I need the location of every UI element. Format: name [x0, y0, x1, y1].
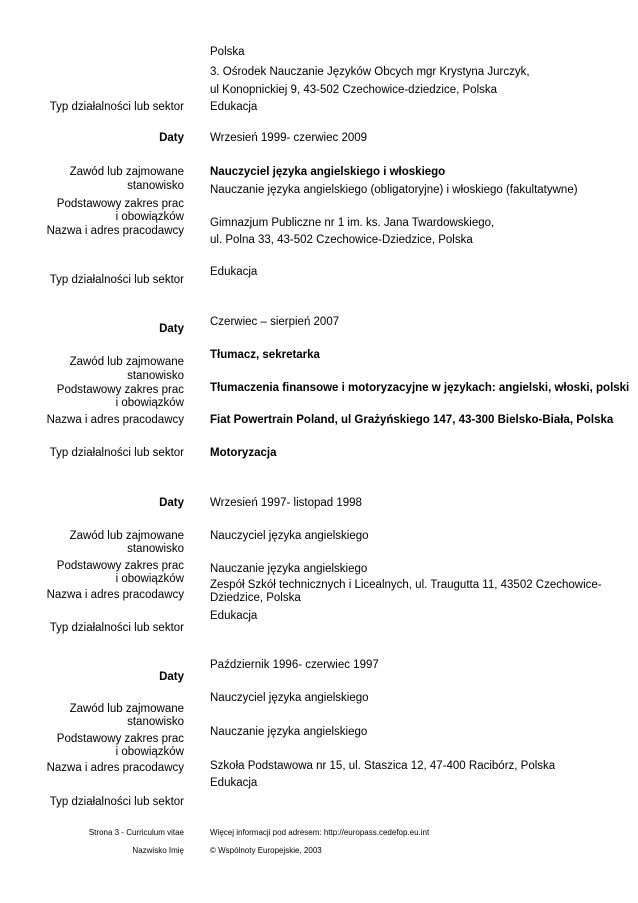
- occupation-label-cont: stanowisko: [127, 716, 184, 728]
- employer-value: Zespół Szkół technicznych i Licealnych, ul. Traugutta 11, 43502 Czechowice-: [210, 579, 602, 591]
- duties-value: Tłumaczenia finansowe i motoryzacyjne w językach: angielski, włoski, polski: [210, 382, 630, 394]
- dates-label: Daty: [159, 671, 184, 683]
- sector-value: Edukacja: [210, 610, 258, 622]
- dates-label: Daty: [159, 497, 184, 509]
- sector-value: Edukacja: [210, 777, 258, 789]
- sector-value: Edukacja: [210, 101, 258, 113]
- employer-value: Fiat Powertrain Poland, ul Grażyńskiego 147, 43-300 Bielsko-Biała, Polska: [210, 414, 614, 426]
- occupation-value: Nauczyciel języka angielskiego: [210, 530, 369, 542]
- sector-label: Typ działalności lub sektor: [49, 622, 184, 634]
- duties-label: Podstawowy zakres prac: [56, 733, 184, 745]
- duties-label-cont: i obowiązków: [115, 746, 184, 758]
- duties-label: Podstawowy zakres prac: [56, 560, 184, 572]
- dates-value: Wrzesień 1999- czerwiec 2009: [210, 132, 368, 144]
- duties-value: Nauczanie języka angielskiego: [210, 726, 368, 738]
- sector-label: Typ działalności lub sektor: [49, 447, 184, 459]
- dates-value: Wrzesień 1997- listopad 1998: [210, 497, 362, 509]
- duties-value: Nauczanie języka angielskiego (obligatoryjne) i włoskiego (fakultatywne): [210, 184, 578, 196]
- occupation-label: Zawód lub zajmowane: [69, 166, 184, 178]
- employer-value: Szkoła Podstawowa nr 15, ul. Staszica 12, 47-400 Racibórz, Polska: [210, 760, 556, 772]
- employer-label: Nazwa i adres pracodawcy: [46, 414, 184, 426]
- employer-value-cont: Dziedzice, Polska: [210, 592, 301, 604]
- sector-value: Edukacja: [210, 266, 258, 278]
- dates-value: Czerwiec – sierpień 2007: [210, 316, 340, 328]
- occupation-value: Tłumacz, sekretarka: [210, 349, 320, 361]
- occupation-label-cont: stanowisko: [127, 180, 184, 192]
- sector-label: Typ działalności lub sektor: [49, 101, 184, 113]
- occupation-value: Nauczyciel języka angielskiego: [210, 692, 369, 704]
- sector-value: Motoryzacja: [210, 447, 277, 459]
- occupation-label: Zawód lub zajmowane: [69, 356, 184, 368]
- employer-label: Nazwa i adres pracodawcy: [46, 589, 184, 601]
- occupation-label-cont: stanowisko: [127, 543, 184, 555]
- sector-label: Typ działalności lub sektor: [49, 274, 184, 286]
- employer-name-text: 3. Ośrodek Nauczanie Języków Obcych mgr Krystyna Jurczyk,: [210, 66, 530, 78]
- footer-page-number: Strona 3 - Curriculum vitae: [88, 828, 184, 837]
- footer-name: Nazwisko Imię: [132, 846, 184, 855]
- employer-label: Nazwa i adres pracodawcy: [46, 762, 184, 774]
- dates-value: Październik 1996- czerwiec 1997: [210, 659, 379, 671]
- duties-label: Podstawowy zakres prac: [56, 384, 184, 396]
- footer-copyright: © Wspólnoty Europejskie, 2003: [210, 846, 322, 855]
- occupation-label: Zawód lub zajmowane: [69, 703, 184, 715]
- duties-label-cont: i obowiązków: [115, 573, 184, 585]
- dates-label: Daty: [159, 323, 184, 335]
- dates-label: Daty: [159, 132, 184, 144]
- sector-label: Typ działalności lub sektor: [49, 796, 184, 808]
- footer-info-link: Więcej informacji pod adresem: http://europass.cedefop.eu.int: [210, 828, 430, 837]
- duties-label: Podstawowy zakres prac: [56, 198, 184, 210]
- duties-label-cont: i obowiązków: [115, 211, 184, 223]
- employer-value-cont: ul. Polna 33, 43-502 Czechowice-Dziedzice, Polska: [210, 234, 473, 246]
- country-text: Polska: [210, 46, 245, 58]
- employer-address-text: ul Konopnickiej 9, 43-502 Czechowice-dziedzice, Polska: [210, 84, 498, 96]
- occupation-label: Zawód lub zajmowane: [69, 530, 184, 542]
- duties-value: Nauczanie języka angielskiego: [210, 563, 368, 575]
- occupation-label-cont: stanowisko: [127, 370, 184, 382]
- occupation-value: Nauczyciel języka angielskiego i włoskiego: [210, 166, 446, 178]
- duties-label-cont: i obowiązków: [115, 397, 184, 409]
- employer-label: Nazwa i adres pracodawcy: [46, 225, 184, 237]
- employer-value: Gimnazjum Publiczne nr 1 im. ks. Jana Twardowskiego,: [210, 217, 495, 229]
